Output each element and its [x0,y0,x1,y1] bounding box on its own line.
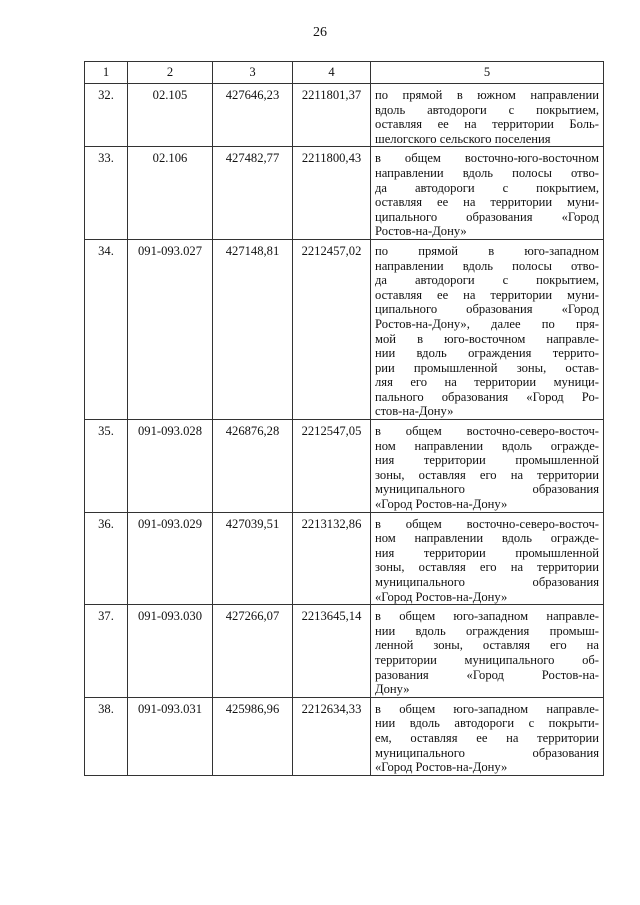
point-id-cell: 091-093.027 [128,239,213,419]
description-line: в общем восточно-северо-восточ- [375,424,599,439]
description-line: ляя его на территории муници- [375,375,599,390]
y-coordinate-cell: 2213645,14 [293,605,371,698]
table-row [85,84,604,147]
column-header: 2 [128,62,213,84]
description-line: направлении вдоль полосы отво- [375,165,599,180]
description-line: «Город Ростов-на-Дону» [375,497,508,512]
description-line: ном направлении вдоль огражде- [375,531,599,546]
boundary-description-cell [371,239,604,419]
description-line: оставляя ее на территории муни- [375,195,599,210]
description-line: нии вдоль ограждения промыш- [375,623,599,638]
description-line: муниципального образования [375,575,599,589]
boundary-description-cell [371,84,604,147]
table-header-row [85,62,604,84]
row-number-cell: 37. [85,605,128,698]
description-line: в общем юго-западном направле- [375,701,599,716]
boundary-description-cell [371,420,604,513]
table-row [85,420,604,513]
table-row [85,239,604,419]
description-line: Ростов-на-Дону» [375,224,467,239]
description-line: муниципального образования [375,745,599,760]
description-line: по прямой в южном направлении [375,88,599,102]
description-line: «Город Ростов-на-Дону» [375,760,508,775]
description-line: ципального образования «Город [375,209,599,224]
boundary-description-cell [371,512,604,605]
description-line: направлении вдоль полосы отво- [375,258,599,273]
row-number-cell: 36. [85,512,128,605]
point-id-cell: 02.105 [128,84,213,147]
description-line: ленной зоны, оставляя его на [375,638,599,653]
x-coordinate-cell: 427039,51 [213,512,293,605]
description-line: да автодороги с покрытием, [375,180,599,195]
boundary-description-cell [371,147,604,240]
description-line: рии промышленной зоны, остав- [375,360,599,375]
description-line: да автодороги с покрытием, [375,273,599,288]
description-line: зоны, оставляя его на территории [375,467,599,482]
column-header: 3 [213,62,293,84]
description-line: по прямой в юго-западном [375,243,599,258]
row-number-cell: 32. [85,84,128,147]
description-line: нии вдоль ограждения террито- [375,346,599,361]
row-number-cell: 33. [85,147,128,240]
x-coordinate-cell: 427148,81 [213,239,293,419]
x-coordinate-cell: 427482,77 [213,147,293,240]
point-id-cell: 02.106 [128,147,213,240]
description-line: вдоль автодороги с покрытием, [375,102,599,117]
description-line: в общем восточно-северо-восточ- [375,516,599,531]
column-header: 5 [371,62,604,84]
table-row [85,697,604,775]
row-number-cell: 38. [85,697,128,775]
table-row [85,512,604,605]
description-line: мой в юго-восточном направле- [375,331,599,346]
y-coordinate-cell: 2212547,05 [293,420,371,513]
description-line: ципального образования «Город [375,302,599,317]
x-coordinate-cell: 425986,96 [213,697,293,775]
y-coordinate-cell: 2211800,43 [293,147,371,240]
description-line: «Город Ростов-на-Дону» [375,589,508,604]
y-coordinate-cell: 2212457,02 [293,239,371,419]
table-body [85,84,604,776]
y-coordinate-cell: 2211801,37 [293,84,371,147]
y-coordinate-cell: 2212634,33 [293,697,371,775]
column-header: 4 [293,62,371,84]
description-line: ния территории промышленной [375,545,599,560]
page-number: 26 [313,25,327,40]
y-coordinate-cell: 2213132,86 [293,512,371,605]
row-number-cell: 35. [85,420,128,513]
description-line: ном направлении вдоль огражде- [375,438,599,453]
description-line: шелогского сельского поселения [375,131,551,146]
description-line: муниципального образования [375,482,599,497]
description-line: зоны, оставляя его на территории [375,560,599,575]
x-coordinate-cell: 426876,28 [213,420,293,513]
x-coordinate-cell: 427266,07 [213,605,293,698]
boundary-description-cell [371,697,604,775]
description-line: разования «Город Ростов-на- [375,667,599,682]
description-line: территории муниципального об- [375,652,599,667]
table-row [85,605,604,698]
description-line: нии вдоль автодороги с покрыти- [375,716,599,731]
description-line: ния территории промышленной [375,453,599,468]
description-line: стов-на-Дону» [375,404,454,419]
description-line: Ростов-на-Дону», далее по пря- [375,316,599,331]
description-line: в общем восточно-юго-восточном [375,151,599,166]
table-row [85,147,604,240]
point-id-cell: 091-093.031 [128,697,213,775]
column-header: 1 [85,62,128,84]
description-line: в общем юго-западном направле- [375,609,599,624]
point-id-cell: 091-093.029 [128,512,213,605]
point-id-cell: 091-093.028 [128,420,213,513]
description-line: оставляя ее на территории Боль- [375,117,599,132]
boundary-description-cell [371,605,604,698]
description-line: пального образования «Город Ро- [375,389,599,404]
x-coordinate-cell: 427646,23 [213,84,293,147]
boundary-table [84,61,604,776]
point-id-cell: 091-093.030 [128,605,213,698]
description-line: Дону» [375,682,410,697]
description-line: ем, оставляя ее на территории [375,730,599,745]
description-line: оставляя ее на территории муни- [375,287,599,302]
row-number-cell: 34. [85,239,128,419]
